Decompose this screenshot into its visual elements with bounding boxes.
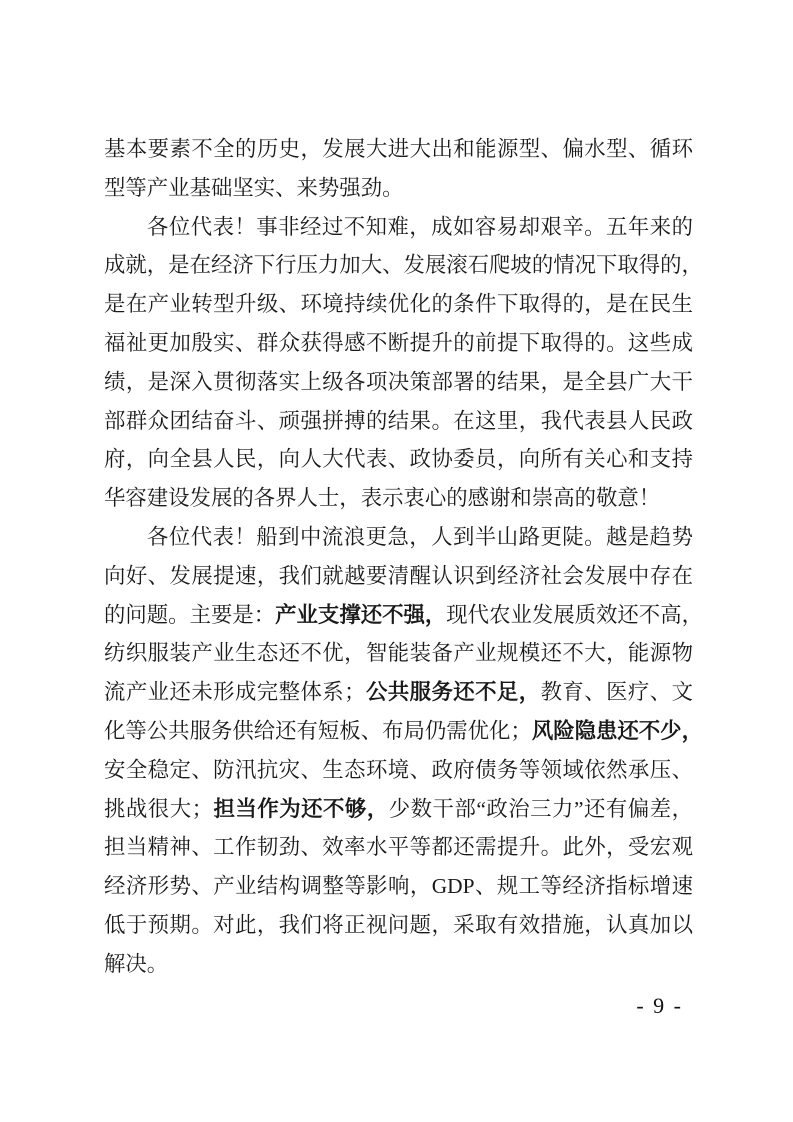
body-text: 现代农业发展质效还不高， [446, 602, 703, 627]
body-text: 华容建设发展的各界人士，表示衷心的感谢和崇高的敬意！ [104, 486, 661, 511]
body-text: 安全稳定、防汛抗灾、生态环境、政府债务等领域依然承压、 [104, 757, 693, 782]
body-text: 是在产业转型升级、环境持续优化的条件下取得的，是在民生 [104, 292, 693, 317]
body-text: 纺织服装产业生态还不优，智能装备产业规模还不大，能源物 [104, 641, 693, 666]
text-line [104, 945, 693, 984]
text-line [104, 906, 693, 945]
body-text: 解决。 [104, 951, 169, 976]
text-line [104, 285, 693, 324]
text-line [104, 402, 693, 441]
text-line [104, 246, 703, 285]
body-text: 绩，是深入贯彻落实上级各项决策部署的结果，是全县广大干 [104, 369, 693, 394]
page-number: - 9 - [636, 993, 683, 1018]
emphasis-text: 公共服务还不足， [365, 680, 541, 705]
body-text: 少数干部“政治三力”还有偏差， [388, 796, 693, 821]
body-text: 基本要素不全的历史，发展大进大出和能源型、偏水型、循环 [104, 137, 693, 161]
emphasis-text: 风险隐患还不少， [531, 718, 703, 743]
body-text: 各位代表！船到中流浪更急，人到半山路更陡。越是趋势 [147, 524, 693, 549]
body-text: 教育、医疗、文 [540, 680, 693, 705]
paragraph [104, 208, 703, 518]
body-text: 流产业还未形成完整体系； [104, 680, 366, 705]
text-line [104, 518, 693, 557]
body-text: 福祉更加殷实、群众获得感不断提升的前提下取得的。这些成 [104, 330, 693, 355]
text-line [104, 634, 693, 673]
body-text: 成就，是在经济下行压力加大、发展滚石爬坡的情况下取得的， [104, 253, 703, 278]
body-text: 型等产业基础坚实、来势强劲。 [104, 175, 404, 200]
body-text: 府，向全县人民，向人大代表、政协委员，向所有关心和支持 [104, 447, 693, 472]
body-text: 化等公共服务供给还有短板、布局仍需优化； [104, 718, 532, 743]
body-text: 各位代表！事非经过不知难，成如容易却艰辛。五年来的 [147, 214, 693, 239]
text-line [104, 363, 693, 402]
text-line [104, 751, 693, 790]
body-text: 部群众团结奋斗、顽强拼搏的结果。在这里，我代表县人民政 [104, 408, 693, 433]
text-line [104, 673, 693, 712]
emphasis-text: 产业支撑还不强， [275, 602, 447, 627]
text-line [104, 479, 693, 518]
body-text: 低于预期。对此，我们将正视问题，采取有效措施，认真加以 [104, 912, 693, 937]
body-text: 挑战很大； [104, 796, 213, 821]
text-line [104, 790, 693, 829]
emphasis-text: 担当作为还不够， [213, 796, 389, 821]
text-line [104, 828, 693, 867]
paragraph [104, 518, 703, 984]
text-line [104, 712, 703, 751]
text-line [104, 867, 693, 906]
paragraph [104, 130, 693, 208]
text-line [104, 596, 703, 635]
body-text: 的问题。主要是： [104, 602, 276, 627]
text-line [104, 169, 693, 208]
text-line [104, 557, 693, 596]
body-text: 向好、发展提速，我们就越要清醒认识到经济社会发展中存在 [104, 563, 693, 588]
text-line [104, 208, 693, 247]
body-text: 担当精神、工作韧劲、效率水平等都还需提升。此外，受宏观 [104, 835, 693, 860]
text-line [104, 440, 693, 479]
document-body [104, 130, 703, 984]
body-text: 经济形势、产业结构调整等影响，GDP、规工等经济指标增速 [104, 874, 693, 899]
text-line [104, 324, 693, 363]
text-line [104, 130, 693, 169]
